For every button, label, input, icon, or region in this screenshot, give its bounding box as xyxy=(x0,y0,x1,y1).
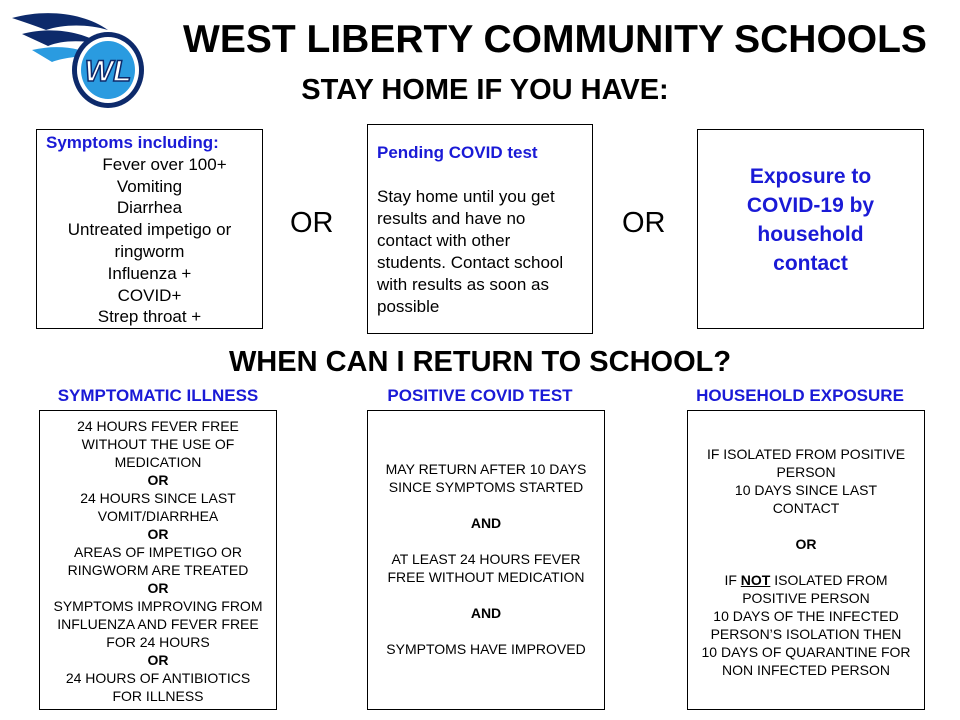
exposure-line: household xyxy=(757,223,864,246)
school-logo xyxy=(8,8,148,112)
symptom-item: Untreated impetigo or xyxy=(67,220,232,240)
criteria-line: IF ISOLATED FROM POSITIVE xyxy=(706,446,906,462)
pending-test-box xyxy=(367,124,593,334)
pending-test-heading: Pending COVID test xyxy=(377,143,538,162)
pending-test-line: students. Contact school xyxy=(377,253,564,272)
criteria-line: FREE WITHOUT MEDICATION xyxy=(387,569,585,585)
criteria-line: WITHOUT THE USE OF xyxy=(81,436,235,452)
exposure-line: contact xyxy=(773,252,848,275)
stay-home-heading: STAY HOME IF YOU HAVE: xyxy=(301,74,669,106)
criteria-line: MAY RETURN AFTER 10 DAYS xyxy=(385,461,587,477)
not-emphasis: NOT xyxy=(740,572,771,588)
or-connector: OR xyxy=(147,526,169,542)
criteria-line: PERSON xyxy=(776,464,836,480)
page-title: WEST LIBERTY COMMUNITY SCHOOLS xyxy=(183,18,927,61)
exposure-line: Exposure to xyxy=(749,165,872,188)
isolated-text: ISOLATED FROM xyxy=(774,572,888,588)
pending-test-line: Stay home until you get xyxy=(377,187,555,206)
criteria-line: POSITIVE PERSON xyxy=(742,590,870,606)
pending-test-line: contact with other xyxy=(377,231,511,250)
symptomatic-illness-box xyxy=(39,410,277,710)
criteria-line: INFLUENZA AND FEVER FREE xyxy=(57,616,259,632)
criteria-line: SYMPTOMS IMPROVING FROM xyxy=(53,598,263,614)
criteria-line: AREAS OF IMPETIGO OR xyxy=(73,544,243,560)
symptom-item: Vomiting xyxy=(116,176,183,196)
household-exposure-heading: HOUSEHOLD EXPOSURE xyxy=(696,386,904,405)
or-label: OR xyxy=(622,207,666,239)
criteria-line: FOR 24 HOURS xyxy=(106,634,210,650)
or-connector: OR xyxy=(795,536,817,552)
or-label: OR xyxy=(290,207,334,239)
criteria-line: FOR ILLNESS xyxy=(112,688,204,704)
criteria-line: 24 HOURS FEVER FREE xyxy=(77,418,239,434)
exposure-box xyxy=(697,129,924,329)
or-connector: OR xyxy=(147,472,169,488)
symptomatic-illness-heading: SYMPTOMATIC ILLNESS xyxy=(57,386,259,405)
symptom-item: Diarrhea xyxy=(116,198,183,218)
criteria-line: SYMPTOMS HAVE IMPROVED xyxy=(386,641,586,657)
criteria-line: 24 HOURS OF ANTIBIOTICS xyxy=(65,670,251,686)
criteria-line: 10 DAYS SINCE LAST xyxy=(734,482,878,498)
symptom-item: COVID+ xyxy=(117,285,182,305)
pending-test-line: results and have no xyxy=(377,209,526,228)
criteria-line: MEDICATION xyxy=(114,454,202,470)
positive-covid-box xyxy=(367,410,605,710)
symptom-item: Fever over 100+ xyxy=(102,154,227,174)
criteria-line: RINGWORM ARE TREATED xyxy=(67,562,249,578)
criteria-line xyxy=(688,571,924,589)
symptom-item: Strep throat + xyxy=(97,307,202,327)
return-heading: WHEN CAN I RETURN TO SCHOOL? xyxy=(228,346,732,378)
criteria-line: PERSON’S ISOLATION THEN xyxy=(710,626,902,642)
symptom-item: ringworm xyxy=(114,241,185,261)
criteria-line: VOMIT/DIARRHEA xyxy=(97,508,219,524)
symptoms-heading: Symptoms including: xyxy=(46,133,219,152)
criteria-line: SINCE SYMPTOMS STARTED xyxy=(388,479,584,495)
logo-text: WL xyxy=(84,55,132,88)
if-word: IF xyxy=(724,572,737,588)
criteria-line: 10 DAYS OF QUARANTINE FOR xyxy=(701,644,911,660)
and-connector: AND xyxy=(470,605,502,621)
household-exposure-box xyxy=(687,410,925,710)
or-connector: OR xyxy=(147,580,169,596)
exposure-line: COVID-19 by xyxy=(746,194,875,217)
criteria-line: NON INFECTED PERSON xyxy=(721,662,890,678)
criteria-line: 10 DAYS OF THE INFECTED xyxy=(713,608,899,624)
criteria-line: 24 HOURS SINCE LAST xyxy=(80,490,236,506)
or-connector: OR xyxy=(147,652,169,668)
criteria-line: AT LEAST 24 HOURS FEVER xyxy=(391,551,581,567)
criteria-line: CONTACT xyxy=(772,500,840,516)
symptoms-box xyxy=(36,129,263,329)
positive-covid-heading: POSITIVE COVID TEST xyxy=(387,386,573,405)
pending-test-line: possible xyxy=(377,297,440,316)
and-connector: AND xyxy=(470,515,502,531)
symptom-item: Influenza + xyxy=(107,263,192,283)
pending-test-line: with results as soon as xyxy=(377,275,549,294)
